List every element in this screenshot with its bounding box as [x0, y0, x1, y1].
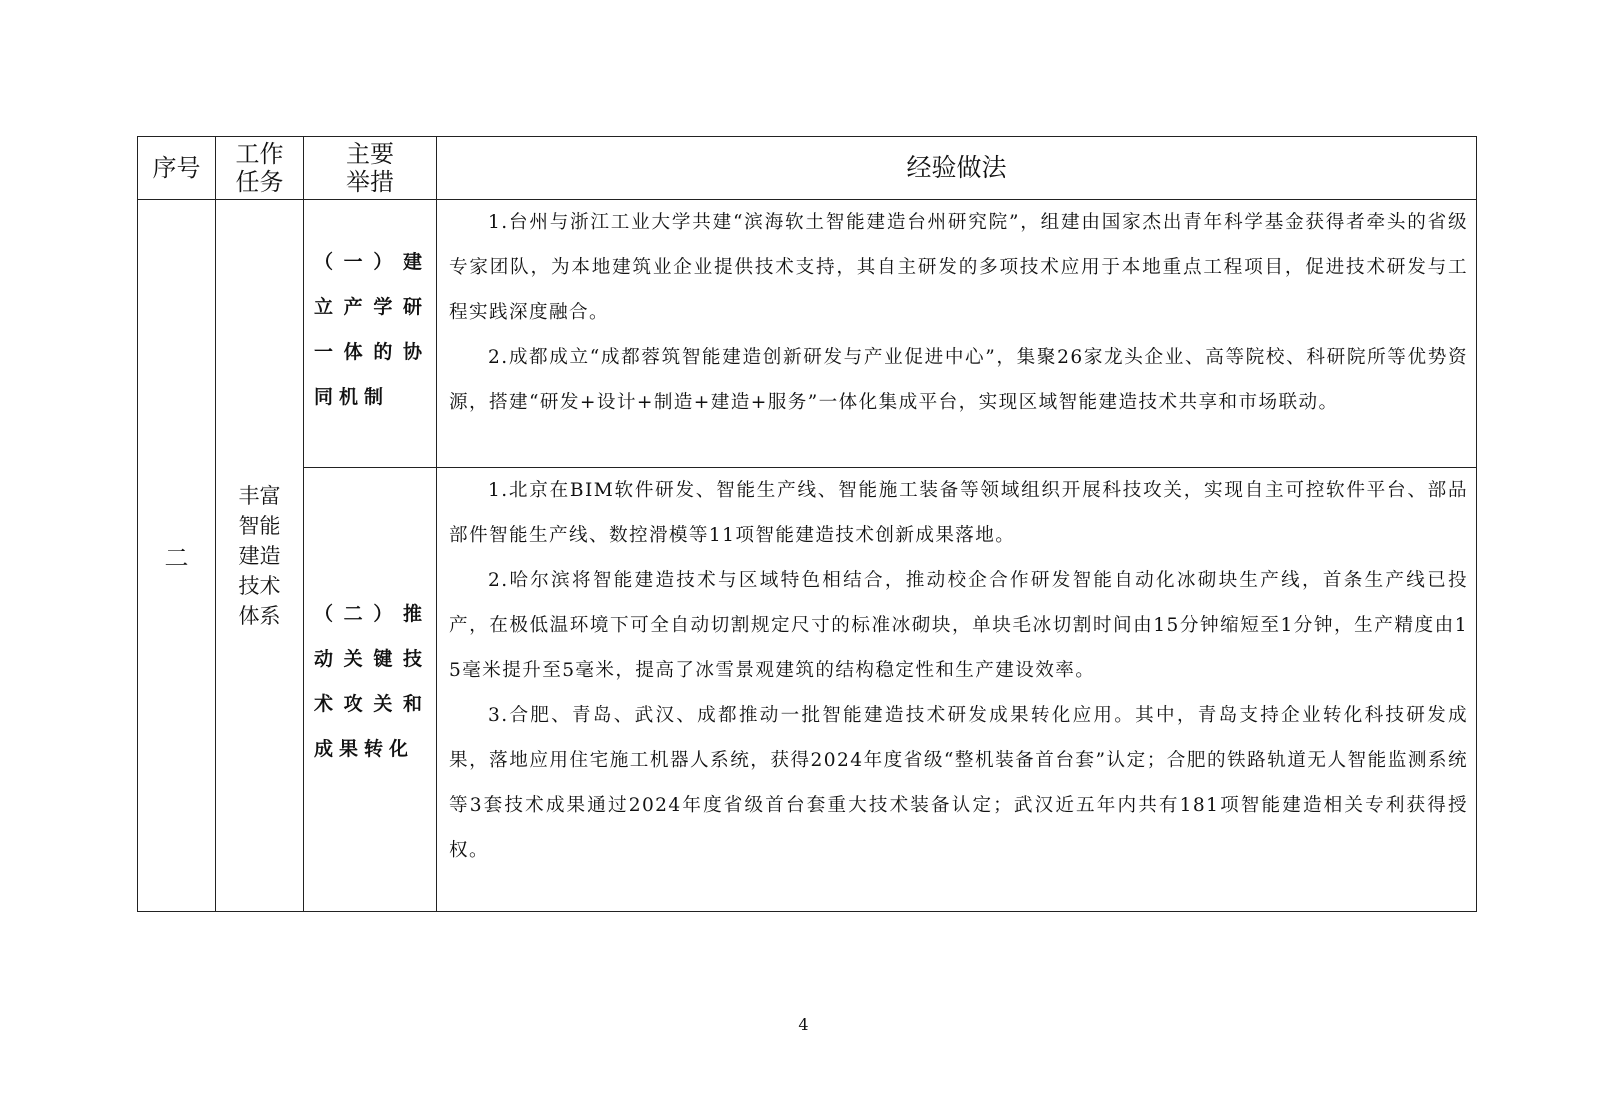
- measure-paragraphs: [437, 200, 1477, 468]
- experience-table: [137, 136, 1477, 912]
- header-seq: 序号: [138, 137, 216, 200]
- header-task-line2: 任务: [235, 168, 284, 196]
- header-measure-line2: 举措: [346, 168, 394, 196]
- table-row: [138, 468, 1477, 912]
- table-row: [138, 200, 1477, 468]
- task-line: 技术: [238, 573, 281, 598]
- header-measure-line1: 主要: [346, 140, 394, 168]
- paragraph: 2.成都成立“成都蓉筑智能建造创新研发与产业促进中心”，集聚26家龙头企业、高等院校、科研院所等优势资源，搭建“研发+设计+制造+建造+服务”一体化集成平台，实现区域智能建造技术共享和市场联动。: [449, 347, 1468, 413]
- paragraph: 1.北京在BIM软件研发、智能生产线、智能施工装备等领域组织开展科技攻关，实现自主可控软件平台、部品部件智能生产线、数控滑模等11项智能建造技术创新成果落地。: [449, 480, 1468, 546]
- paragraph: 2.哈尔滨将智能建造技术与区域特色相结合，推动校企合作研发智能自动化冰砌块生产线，首条生产线已投产，在极低温环境下可全自动切割规定尺寸的标准冰砌块，单块毛冰切割时间由15分钟缩短至1分钟，生产精度由15毫米提升至5毫米，提高了冰雪景观建筑的结构稳定性和生产建设效率。: [449, 570, 1468, 681]
- task-line: 智能: [238, 513, 281, 538]
- task-line: 建造: [238, 543, 281, 568]
- task-line: 丰富: [238, 483, 281, 508]
- table-header-row: [138, 137, 1477, 200]
- header-task: [216, 137, 304, 200]
- measure-title: （一）建立产学研一体的协同机制: [304, 200, 437, 468]
- measure-title: （二）推动关键技术攻关和成果转化: [304, 468, 437, 912]
- section-seq: 二: [138, 200, 216, 912]
- page-number: 4: [798, 1015, 809, 1034]
- measure-paragraphs: [437, 468, 1477, 912]
- paragraph: 1.台州与浙江工业大学共建“滨海软土智能建造台州研究院”，组建由国家杰出青年科学基金获得者牵头的省级专家团队，为本地建筑业企业提供技术支持，其自主研发的多项技术应用于本地重点工程项目，促进技术研发与工程实践深度融合。: [449, 212, 1468, 323]
- header-task-line1: 工作: [235, 140, 284, 168]
- header-experience: 经验做法: [437, 137, 1477, 200]
- paragraph: 3.合肥、青岛、武汉、成都推动一批智能建造技术研发成果转化应用。其中，青岛支持企业转化科技研发成果，落地应用住宅施工机器人系统，获得2024年度省级“整机装备首台套”认定；合肥的铁路轨道无人智能监测系统等3套技术成果通过2024年度省级首台套重大技术装备认定；武汉近五年内共有181项智能建造相关专利获得授权。: [449, 705, 1468, 861]
- header-measure: [304, 137, 437, 200]
- section-task: [216, 200, 304, 912]
- task-line: 体系: [238, 603, 281, 628]
